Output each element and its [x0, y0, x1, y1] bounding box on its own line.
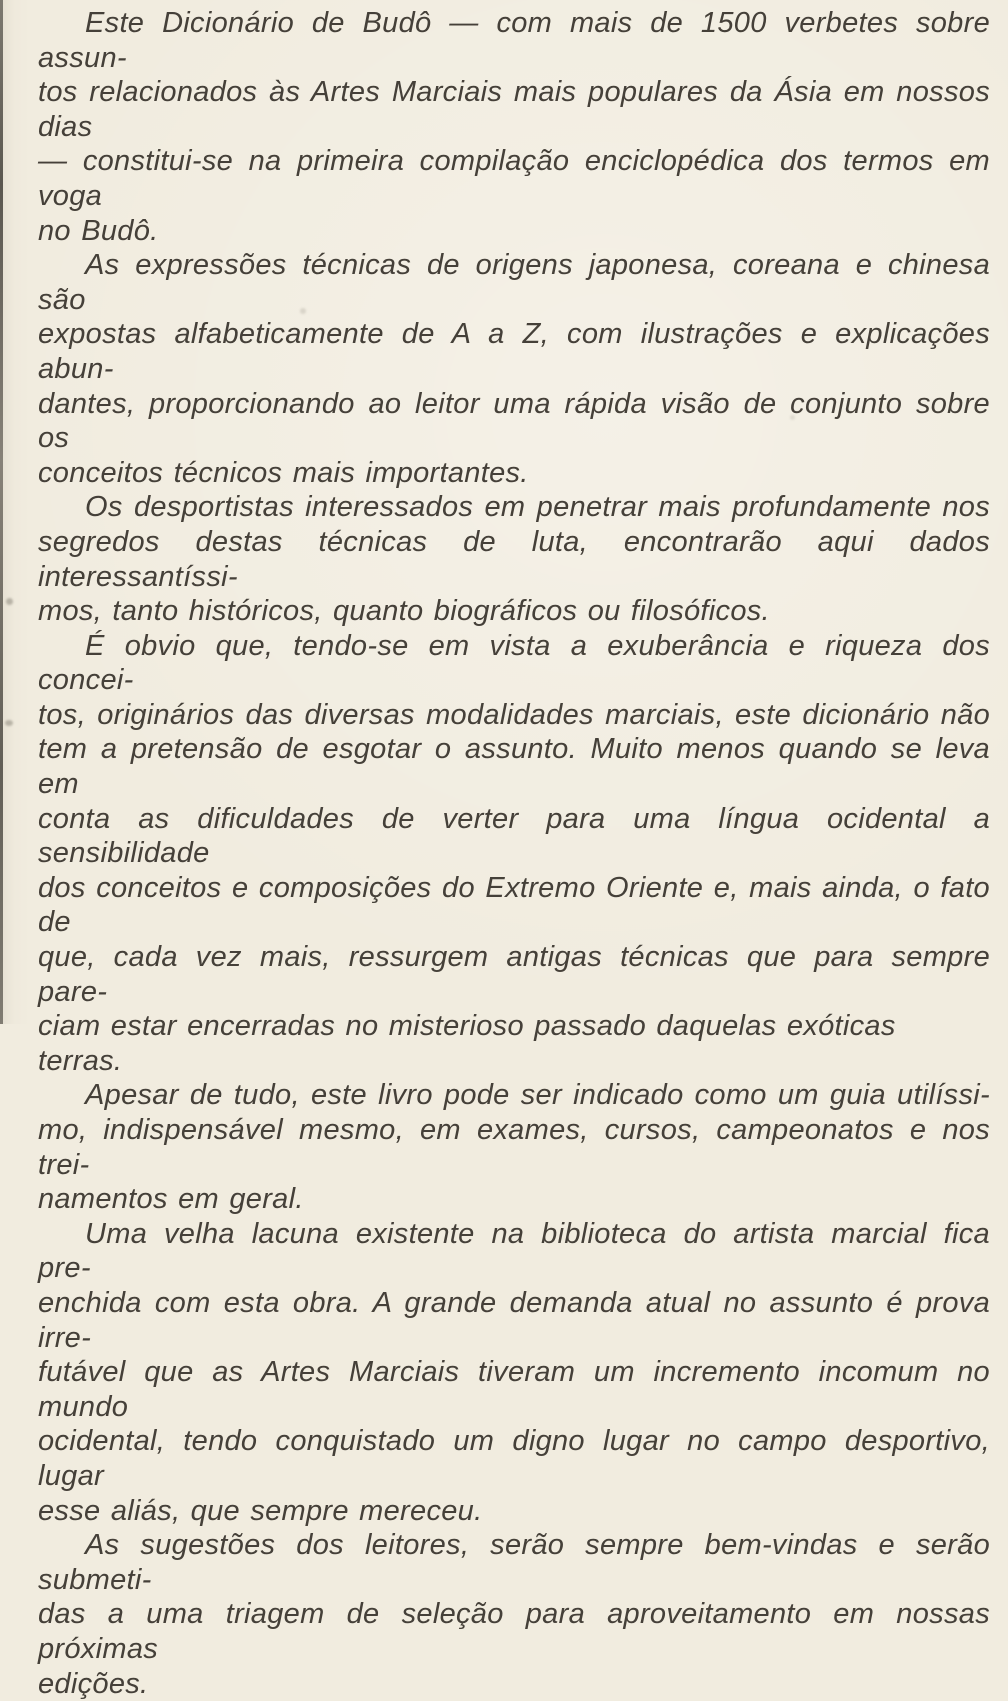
- text-line: expostas alfabeticamente de A a Z, com ilustrações e explicações abun-: [38, 317, 990, 386]
- text-line: das a uma triagem de seleção para aproveitamento em nossas próximas: [38, 1597, 990, 1666]
- text-line: dos conceitos e composições do Extremo Oriente e, mais ainda, o fato de: [38, 871, 990, 940]
- text-line: As sugestões dos leitores, serão sempre bem-vindas e serão submeti-: [38, 1528, 990, 1597]
- text-line: conta as dificuldades de verter para uma língua ocidental a sensibilidade: [38, 802, 990, 871]
- text-line: Uma velha lacuna existente na biblioteca do artista marcial fica pre-: [38, 1217, 990, 1286]
- text-line: enchida com esta obra. A grande demanda atual no assunto é prova irre-: [38, 1286, 990, 1355]
- text-line: segredos destas técnicas de luta, encontrarão aqui dados interessantíssi-: [38, 525, 990, 594]
- paragraph: [38, 629, 990, 1079]
- text-line: É obvio que, tendo-se em vista a exuberância e riqueza dos concei-: [38, 629, 990, 698]
- text-line: namentos em geral.: [38, 1182, 990, 1217]
- paragraph: [38, 248, 990, 490]
- text-line: Os desportistas interessados em penetrar mais profundamente nos: [38, 490, 990, 525]
- text-line: ocidental, tendo conquistado um digno lugar no campo desportivo, lugar: [38, 1424, 990, 1493]
- text-line: mos, tanto históricos, quanto biográficos ou filosóficos.: [38, 594, 990, 629]
- paragraph: [38, 1528, 990, 1701]
- text-line: edições.: [38, 1667, 990, 1701]
- text-line: tos, originários das diversas modalidades marciais, este dicionário não: [38, 698, 990, 733]
- text-line: Este Dicionário de Budô — com mais de 1500 verbetes sobre assun-: [38, 6, 990, 75]
- paragraph: [38, 490, 990, 628]
- paragraph: [38, 1217, 990, 1528]
- text-line: dantes, proporcionando ao leitor uma rápida visão de conjunto sobre os: [38, 387, 990, 456]
- paragraph: [38, 6, 990, 248]
- paragraph: [38, 1078, 990, 1216]
- text-line: conceitos técnicos mais importantes.: [38, 456, 990, 491]
- text-line: tos relacionados às Artes Marciais mais populares da Ásia em nossos dias: [38, 75, 990, 144]
- text-line: As expressões técnicas de origens japonesa, coreana e chinesa são: [38, 248, 990, 317]
- text-line: esse aliás, que sempre mereceu.: [38, 1494, 990, 1529]
- text-line: no Budô.: [38, 214, 990, 249]
- text-line: Apesar de tudo, este livro pode ser indicado como um guia utilíssi-: [38, 1078, 990, 1113]
- text-line: — constitui-se na primeira compilação enciclopédica dos termos em voga: [38, 144, 990, 213]
- text-line: futável que as Artes Marciais tiveram um incremento incomum no mundo: [38, 1355, 990, 1424]
- text-line: tem a pretensão de esgotar o assunto. Muito menos quando se leva em: [38, 732, 990, 801]
- text-line: mo, indispensável mesmo, em exames, cursos, campeonatos e nos trei-: [38, 1113, 990, 1182]
- text-line: que, cada vez mais, ressurgem antigas técnicas que para sempre pare-: [38, 940, 990, 1009]
- text-line: ciam estar encerradas no misterioso passado daquelas exóticas terras.: [38, 1009, 990, 1078]
